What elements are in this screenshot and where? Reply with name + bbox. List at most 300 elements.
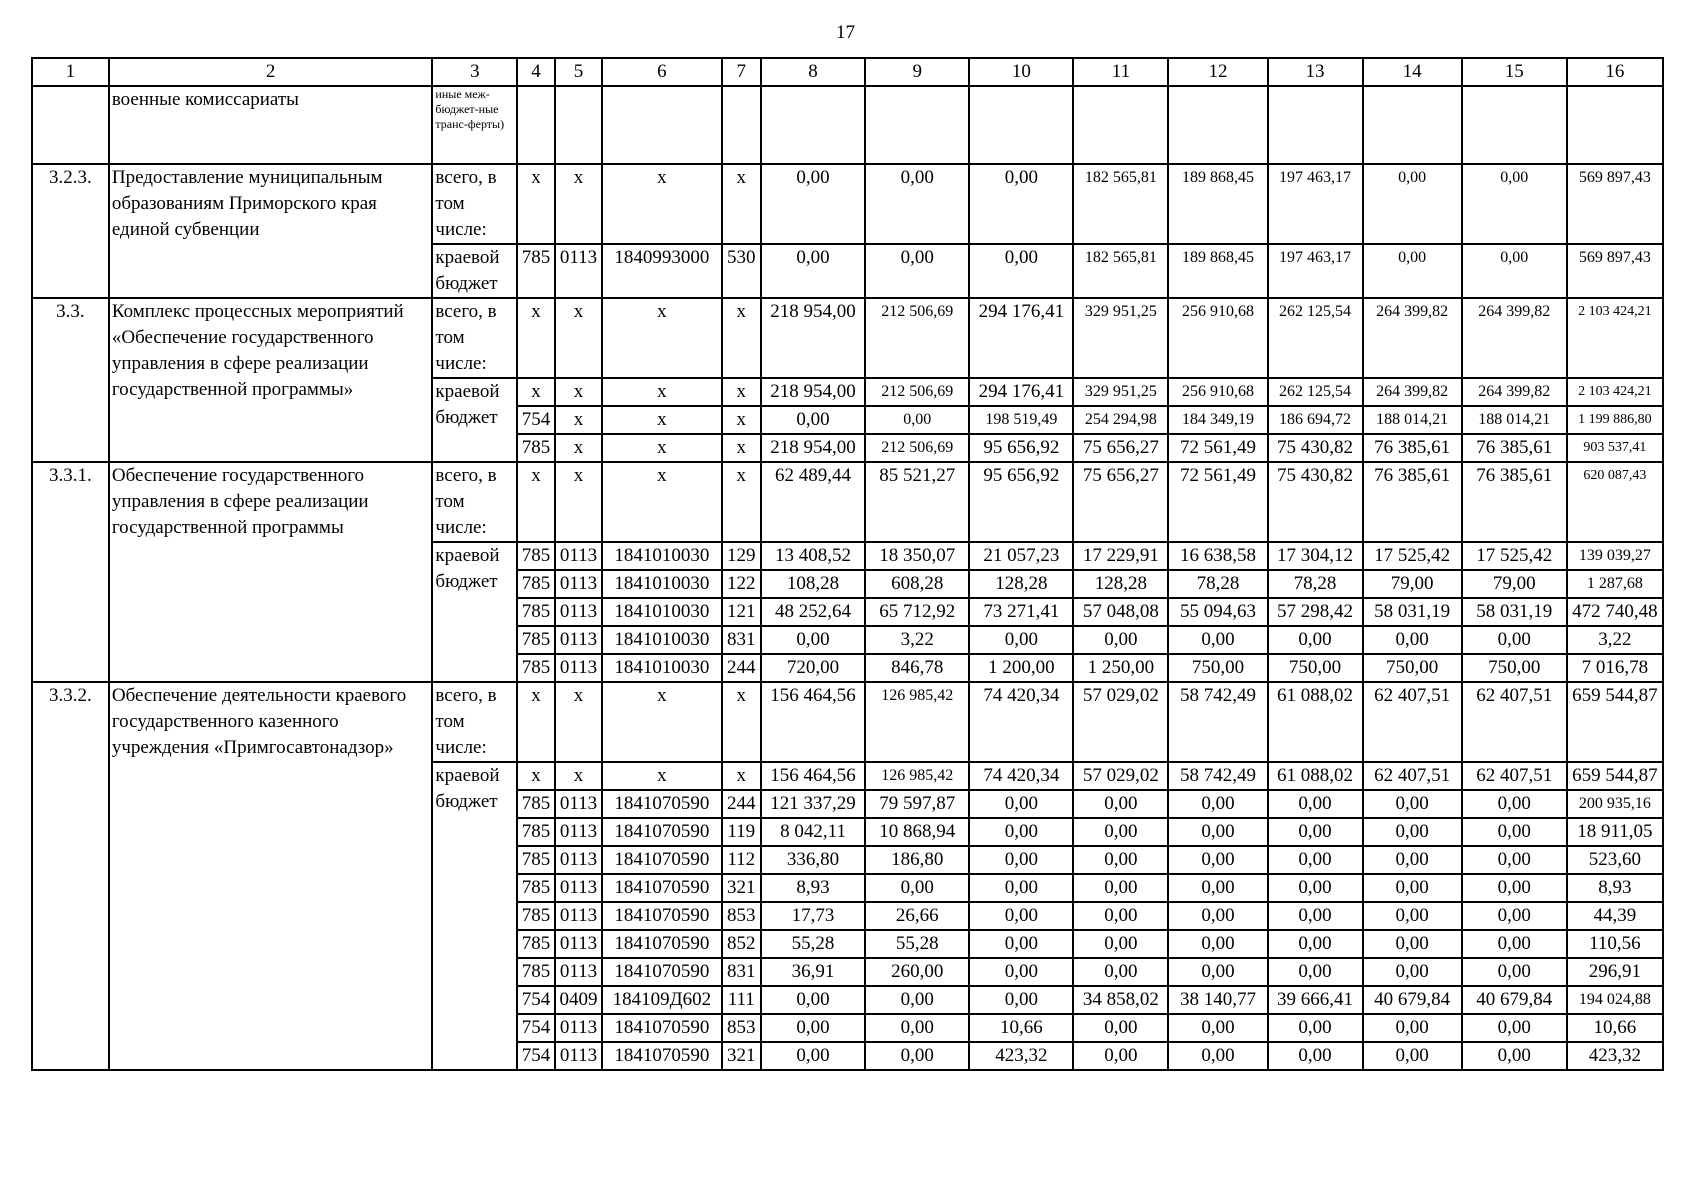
table-cell: 18 350,07 <box>865 542 969 570</box>
table-cell: 750,00 <box>1363 654 1462 682</box>
table-cell: 85 521,27 <box>865 462 969 542</box>
table-cell: х <box>555 434 603 462</box>
table-cell: 785 <box>517 654 554 682</box>
column-header: 1 <box>32 58 109 86</box>
table-cell <box>722 86 761 164</box>
table-cell: 853 <box>722 1014 761 1042</box>
table-cell <box>1268 86 1363 164</box>
table-cell: 39 666,41 <box>1268 986 1363 1014</box>
table-cell: 0,00 <box>1462 790 1567 818</box>
table-cell: 530 <box>722 244 761 298</box>
table-cell: 0,00 <box>969 930 1073 958</box>
table-cell: краевой бюджет <box>432 542 517 682</box>
table-cell: 1841010030 <box>602 542 721 570</box>
table-cell: 0113 <box>555 1014 603 1042</box>
table-cell: 58 742,49 <box>1168 762 1267 790</box>
budget-table <box>31 57 1664 1071</box>
table-cell: 17 525,42 <box>1363 542 1462 570</box>
table-cell: 0113 <box>555 598 603 626</box>
table-cell: 61 088,02 <box>1268 762 1363 790</box>
table-cell: 0,00 <box>1168 846 1267 874</box>
table-cell: 62 407,51 <box>1363 682 1462 762</box>
table-cell: 244 <box>722 654 761 682</box>
table-cell: 0,00 <box>1462 1042 1567 1070</box>
table-cell: 62 489,44 <box>761 462 865 542</box>
table-cell: 8 042,11 <box>761 818 865 846</box>
table-cell: 785 <box>517 244 554 298</box>
table-cell: 260,00 <box>865 958 969 986</box>
table-cell: 73 271,41 <box>969 598 1073 626</box>
table-cell: Комплекс процессных мероприятий «Обеспечение государственного управления в сфере реализации государственной программы» <box>109 298 433 462</box>
table-cell: 110,56 <box>1567 930 1663 958</box>
table-cell: 186 694,72 <box>1268 406 1363 434</box>
table-cell: 523,60 <box>1567 846 1663 874</box>
table-cell: х <box>555 378 603 406</box>
table-cell <box>1567 86 1663 164</box>
column-header: 16 <box>1567 58 1663 86</box>
table-cell: 212 506,69 <box>865 298 969 378</box>
table-cell: всего, в том числе: <box>432 462 517 542</box>
table-cell: 182 565,81 <box>1073 244 1168 298</box>
table-cell: 0,00 <box>761 244 865 298</box>
table-cell: х <box>517 164 554 244</box>
table-cell: 0,00 <box>1268 902 1363 930</box>
table-cell: 156 464,56 <box>761 762 865 790</box>
table-cell: 785 <box>517 434 554 462</box>
table-cell: 1841070590 <box>602 958 721 986</box>
table-cell: 0,00 <box>1462 244 1567 298</box>
table-cell: 0,00 <box>1168 1042 1267 1070</box>
table-cell: х <box>722 164 761 244</box>
table-cell: 321 <box>722 1042 761 1070</box>
table-cell: 189 868,45 <box>1168 164 1267 244</box>
table-cell: 852 <box>722 930 761 958</box>
budget-table-body <box>32 58 1663 1070</box>
table-cell: 754 <box>517 1014 554 1042</box>
table-cell: 62 407,51 <box>1363 762 1462 790</box>
table-cell: 17 304,12 <box>1268 542 1363 570</box>
table-cell: 785 <box>517 570 554 598</box>
table-cell: 0,00 <box>1073 902 1168 930</box>
table-cell: 1841070590 <box>602 874 721 902</box>
table-cell: иные меж-бюджет-ные транс-ферты) <box>432 86 517 164</box>
table-cell: х <box>722 682 761 762</box>
table-cell: 659 544,87 <box>1567 762 1663 790</box>
table-cell: 569 897,43 <box>1567 244 1663 298</box>
table-cell: 58 031,19 <box>1462 598 1567 626</box>
table-cell <box>865 86 969 164</box>
table-cell: 754 <box>517 1042 554 1070</box>
table-cell: х <box>722 434 761 462</box>
table-cell: 78,28 <box>1168 570 1267 598</box>
table-cell: 0,00 <box>969 164 1073 244</box>
table-cell: 21 057,23 <box>969 542 1073 570</box>
table-cell: 1841010030 <box>602 598 721 626</box>
table-cell: 76 385,61 <box>1363 434 1462 462</box>
table-cell: 0,00 <box>761 1014 865 1042</box>
table-cell: 0,00 <box>1073 818 1168 846</box>
table-cell: 36,91 <box>761 958 865 986</box>
table-cell: 188 014,21 <box>1462 406 1567 434</box>
table-cell: 0,00 <box>1168 902 1267 930</box>
table-cell: 0,00 <box>1268 930 1363 958</box>
table-cell: 3,22 <box>865 626 969 654</box>
table-cell: всего, в том числе: <box>432 298 517 378</box>
table-cell: 10,66 <box>1567 1014 1663 1042</box>
table-cell: 0,00 <box>761 626 865 654</box>
table-cell: 0113 <box>555 846 603 874</box>
table-cell: 1841070590 <box>602 1014 721 1042</box>
table-cell: 1841070590 <box>602 846 721 874</box>
table-cell: 197 463,17 <box>1268 164 1363 244</box>
table-cell: 0113 <box>555 542 603 570</box>
table-cell: военные комиссариаты <box>109 86 433 164</box>
table-cell: 18 911,05 <box>1567 818 1663 846</box>
table-cell <box>1462 86 1567 164</box>
table-cell: 254 294,98 <box>1073 406 1168 434</box>
table-cell: 212 506,69 <box>865 434 969 462</box>
table-cell: 0,00 <box>1168 790 1267 818</box>
table-cell: 212 506,69 <box>865 378 969 406</box>
table-cell: 750,00 <box>1462 654 1567 682</box>
table-cell: 262 125,54 <box>1268 298 1363 378</box>
table-cell <box>761 86 865 164</box>
table-cell: 121 337,29 <box>761 790 865 818</box>
table-cell: 785 <box>517 542 554 570</box>
table-cell: 0,00 <box>1462 902 1567 930</box>
table-cell: 44,39 <box>1567 902 1663 930</box>
table-cell: 40 679,84 <box>1462 986 1567 1014</box>
table-cell: х <box>517 378 554 406</box>
table-cell: 75 430,82 <box>1268 434 1363 462</box>
table-cell: 184109Д602 <box>602 986 721 1014</box>
table-cell: х <box>602 434 721 462</box>
table-cell: 55,28 <box>865 930 969 958</box>
table-cell: 17 229,91 <box>1073 542 1168 570</box>
table-row <box>32 298 1663 378</box>
table-cell: 48 252,64 <box>761 598 865 626</box>
table-cell: 218 954,00 <box>761 434 865 462</box>
table-cell: 189 868,45 <box>1168 244 1267 298</box>
table-cell: 329 951,25 <box>1073 298 1168 378</box>
table-cell: 1 199 886,80 <box>1567 406 1663 434</box>
table-cell: х <box>602 462 721 542</box>
table-cell: х <box>555 298 603 378</box>
table-cell: 1 200,00 <box>969 654 1073 682</box>
table-cell: 34 858,02 <box>1073 986 1168 1014</box>
table-cell: 3,22 <box>1567 626 1663 654</box>
table-cell <box>1168 86 1267 164</box>
table-cell: 0,00 <box>969 874 1073 902</box>
table-cell: 0,00 <box>1073 958 1168 986</box>
table-cell: 58 031,19 <box>1363 598 1462 626</box>
table-cell: 0409 <box>555 986 603 1014</box>
table-cell: 95 656,92 <box>969 434 1073 462</box>
table-cell: 121 <box>722 598 761 626</box>
table-cell: 0113 <box>555 626 603 654</box>
table-row <box>32 164 1663 244</box>
table-cell: 76 385,61 <box>1462 462 1567 542</box>
table-cell: 194 024,88 <box>1567 986 1663 1014</box>
table-cell: 294 176,41 <box>969 298 1073 378</box>
table-cell: 65 712,92 <box>865 598 969 626</box>
table-cell: 0113 <box>555 902 603 930</box>
table-cell: 40 679,84 <box>1363 986 1462 1014</box>
table-cell: 1841070590 <box>602 930 721 958</box>
table-cell: 3.3.1. <box>32 462 109 682</box>
table-cell: х <box>602 762 721 790</box>
table-cell: 785 <box>517 958 554 986</box>
column-header: 7 <box>722 58 761 86</box>
table-cell: 2 103 424,21 <box>1567 378 1663 406</box>
table-cell: 126 985,42 <box>865 682 969 762</box>
table-cell: 0,00 <box>1462 818 1567 846</box>
table-cell: 156 464,56 <box>761 682 865 762</box>
table-cell: 0,00 <box>865 406 969 434</box>
table-cell: 62 407,51 <box>1462 682 1567 762</box>
table-cell: 0,00 <box>1363 244 1462 298</box>
table-cell: краевой бюджет <box>432 244 517 298</box>
table-cell: 1841070590 <box>602 818 721 846</box>
table-cell: х <box>602 164 721 244</box>
table-cell: 569 897,43 <box>1567 164 1663 244</box>
table-cell: 329 951,25 <box>1073 378 1168 406</box>
table-cell: 472 740,48 <box>1567 598 1663 626</box>
table-cell: 0,00 <box>1462 846 1567 874</box>
table-cell: 0,00 <box>969 790 1073 818</box>
table-cell: 0113 <box>555 1042 603 1070</box>
table-cell: 785 <box>517 818 554 846</box>
table-cell: 0,00 <box>1363 902 1462 930</box>
table-cell: 1841010030 <box>602 654 721 682</box>
table-cell: краевой бюджет <box>432 762 517 1070</box>
table-cell: 55 094,63 <box>1168 598 1267 626</box>
table-cell: х <box>517 462 554 542</box>
table-cell: 0,00 <box>865 1014 969 1042</box>
table-cell: 0,00 <box>1073 790 1168 818</box>
table-cell: 0,00 <box>1073 846 1168 874</box>
table-cell: 58 742,49 <box>1168 682 1267 762</box>
table-cell: 785 <box>517 626 554 654</box>
table-cell: 8,93 <box>1567 874 1663 902</box>
table-cell: 0,00 <box>1363 818 1462 846</box>
column-header: 3 <box>432 58 517 86</box>
table-cell: х <box>602 298 721 378</box>
table-cell: 0,00 <box>1462 164 1567 244</box>
table-cell: 0,00 <box>1073 1014 1168 1042</box>
table-row <box>32 682 1663 762</box>
table-cell: 831 <box>722 626 761 654</box>
table-cell: 0,00 <box>1363 874 1462 902</box>
table-cell: 26,66 <box>865 902 969 930</box>
table-cell: 750,00 <box>1268 654 1363 682</box>
table-cell: 296,91 <box>1567 958 1663 986</box>
table-cell: х <box>555 682 603 762</box>
table-cell: 0,00 <box>1363 846 1462 874</box>
table-cell <box>517 86 554 164</box>
table-cell: 95 656,92 <box>969 462 1073 542</box>
table-cell: х <box>602 682 721 762</box>
table-cell: 264 399,82 <box>1363 378 1462 406</box>
table-cell: х <box>722 406 761 434</box>
table-cell: 0113 <box>555 958 603 986</box>
column-header: 12 <box>1168 58 1267 86</box>
table-cell: 423,32 <box>1567 1042 1663 1070</box>
table-cell: 0,00 <box>1363 1014 1462 1042</box>
table-row <box>32 86 1663 164</box>
table-cell: 0,00 <box>1268 1042 1363 1070</box>
table-cell: 10,66 <box>969 1014 1073 1042</box>
table-cell: 198 519,49 <box>969 406 1073 434</box>
table-cell: 128,28 <box>969 570 1073 598</box>
table-cell: 79 597,87 <box>865 790 969 818</box>
table-cell: 8,93 <box>761 874 865 902</box>
table-cell: 0,00 <box>1073 930 1168 958</box>
table-cell: 0113 <box>555 654 603 682</box>
table-cell: 0,00 <box>969 986 1073 1014</box>
table-cell: 0,00 <box>969 626 1073 654</box>
table-header-row <box>32 58 1663 86</box>
table-cell: х <box>517 762 554 790</box>
table-cell: 0,00 <box>969 846 1073 874</box>
column-header: 10 <box>969 58 1073 86</box>
table-cell: 1840993000 <box>602 244 721 298</box>
table-cell: 659 544,87 <box>1567 682 1663 762</box>
column-header: 8 <box>761 58 865 86</box>
table-row <box>32 462 1663 542</box>
table-cell: 0,00 <box>761 986 865 1014</box>
table-cell: 188 014,21 <box>1363 406 1462 434</box>
table-cell: 1 250,00 <box>1073 654 1168 682</box>
table-cell: 61 088,02 <box>1268 682 1363 762</box>
table-cell: краевой бюджет <box>432 378 517 462</box>
table-cell: 0,00 <box>1363 958 1462 986</box>
table-cell: 256 910,68 <box>1168 378 1267 406</box>
table-cell: 76 385,61 <box>1462 434 1567 462</box>
table-cell: 0,00 <box>969 902 1073 930</box>
table-cell: 79,00 <box>1363 570 1462 598</box>
table-cell: 1841070590 <box>602 1042 721 1070</box>
table-cell: 16 638,58 <box>1168 542 1267 570</box>
table-cell: х <box>555 462 603 542</box>
table-cell: х <box>602 406 721 434</box>
table-cell: 1841070590 <box>602 790 721 818</box>
table-cell: 197 463,17 <box>1268 244 1363 298</box>
table-cell: 3.3.2. <box>32 682 109 1070</box>
table-cell: 139 039,27 <box>1567 542 1663 570</box>
table-cell: 0,00 <box>1268 846 1363 874</box>
column-header: 11 <box>1073 58 1168 86</box>
table-cell: 785 <box>517 846 554 874</box>
table-cell: х <box>722 298 761 378</box>
table-cell: 75 430,82 <box>1268 462 1363 542</box>
table-cell: 112 <box>722 846 761 874</box>
table-cell: 256 910,68 <box>1168 298 1267 378</box>
table-cell: 831 <box>722 958 761 986</box>
table-cell: 3.2.3. <box>32 164 109 298</box>
column-header: 6 <box>602 58 721 86</box>
table-cell: 785 <box>517 874 554 902</box>
table-cell: 0,00 <box>865 1042 969 1070</box>
table-cell: 0113 <box>555 930 603 958</box>
table-cell: всего, в том числе: <box>432 682 517 762</box>
table-cell <box>969 86 1073 164</box>
table-cell: 0,00 <box>969 958 1073 986</box>
table-cell: х <box>517 682 554 762</box>
table-cell: 55,28 <box>761 930 865 958</box>
table-cell: 0,00 <box>1462 874 1567 902</box>
table-cell: всего, в том числе: <box>432 164 517 244</box>
table-cell: 0,00 <box>1073 1042 1168 1070</box>
table-cell: 38 140,77 <box>1168 986 1267 1014</box>
table-cell: 754 <box>517 406 554 434</box>
table-cell: 0,00 <box>1168 626 1267 654</box>
table-cell: 75 656,27 <box>1073 434 1168 462</box>
column-header: 2 <box>109 58 433 86</box>
column-header: 14 <box>1363 58 1462 86</box>
table-cell: 0113 <box>555 244 603 298</box>
table-cell <box>1363 86 1462 164</box>
table-cell: 129 <box>722 542 761 570</box>
table-cell: 0,00 <box>1268 626 1363 654</box>
table-cell: 0,00 <box>1462 1014 1567 1042</box>
table-cell: 264 399,82 <box>1462 378 1567 406</box>
table-cell: 126 985,42 <box>865 762 969 790</box>
table-cell: Обеспечение деятельности краевого государственного казенного учреждения «Примгосавтонадзор» <box>109 682 433 1070</box>
table-cell: 182 565,81 <box>1073 164 1168 244</box>
table-cell: 13 408,52 <box>761 542 865 570</box>
table-cell: х <box>555 762 603 790</box>
table-cell: 79,00 <box>1462 570 1567 598</box>
table-cell: 184 349,19 <box>1168 406 1267 434</box>
table-cell: 78,28 <box>1268 570 1363 598</box>
column-header: 4 <box>517 58 554 86</box>
table-cell: 57 029,02 <box>1073 682 1168 762</box>
table-cell: 57 029,02 <box>1073 762 1168 790</box>
table-cell: 74 420,34 <box>969 682 1073 762</box>
table-cell: 0,00 <box>1073 874 1168 902</box>
table-cell: 0,00 <box>1268 790 1363 818</box>
table-cell: 1841070590 <box>602 902 721 930</box>
table-cell: 2 103 424,21 <box>1567 298 1663 378</box>
column-header: 15 <box>1462 58 1567 86</box>
column-header: 9 <box>865 58 969 86</box>
table-cell: 17,73 <box>761 902 865 930</box>
table-cell: 200 935,16 <box>1567 790 1663 818</box>
table-cell: х <box>555 406 603 434</box>
table-cell: 0,00 <box>1268 958 1363 986</box>
table-cell: 785 <box>517 930 554 958</box>
table-cell: х <box>722 378 761 406</box>
table-cell: 903 537,41 <box>1567 434 1663 462</box>
table-cell: 75 656,27 <box>1073 462 1168 542</box>
table-cell: х <box>602 378 721 406</box>
table-cell: 0113 <box>555 570 603 598</box>
table-cell: 853 <box>722 902 761 930</box>
table-cell: 0,00 <box>1168 818 1267 846</box>
table-cell: 0,00 <box>969 244 1073 298</box>
table-cell: 0,00 <box>761 406 865 434</box>
table-cell <box>602 86 721 164</box>
table-cell: 0,00 <box>761 1042 865 1070</box>
table-cell: 0,00 <box>865 164 969 244</box>
table-cell: 754 <box>517 986 554 1014</box>
table-cell: 0,00 <box>1168 874 1267 902</box>
table-cell: 72 561,49 <box>1168 434 1267 462</box>
table-cell: 0,00 <box>1462 958 1567 986</box>
table-cell: Предоставление муниципальным образованиям Приморского края единой субвенции <box>109 164 433 298</box>
table-cell: х <box>555 164 603 244</box>
